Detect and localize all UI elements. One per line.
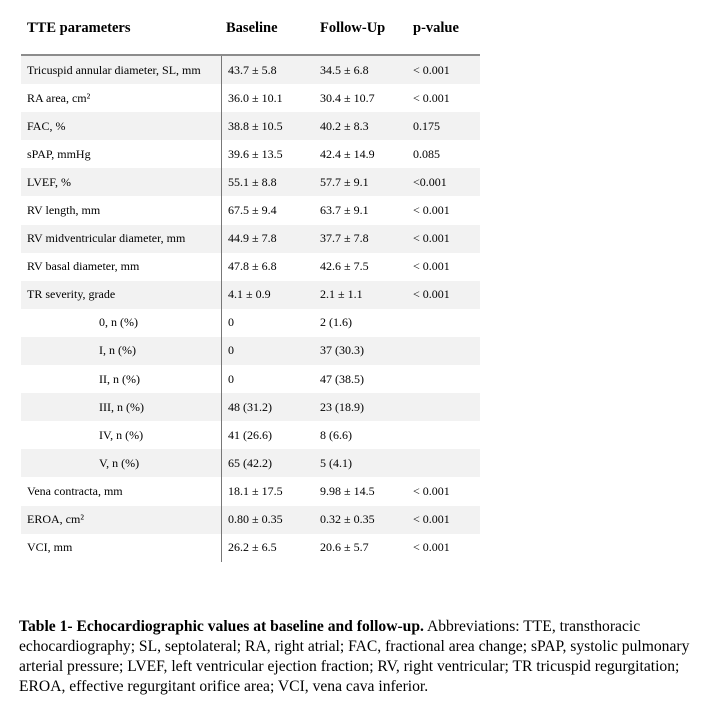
cell-p-value — [407, 309, 480, 337]
cell-p-value — [407, 421, 480, 449]
cell-parameter: I, n (%) — [21, 337, 221, 365]
header-follow-up: Follow-Up — [320, 20, 386, 36]
table-row — [21, 449, 480, 477]
cell-baseline: 44.9 ± 7.8 — [221, 225, 314, 253]
cell-p-value — [407, 449, 480, 477]
cell-parameter: Tricuspid annular diameter, SL, mm — [21, 56, 221, 84]
table-row — [21, 421, 480, 449]
cell-baseline: 38.8 ± 10.5 — [221, 112, 314, 140]
header-p-value: p-value — [413, 20, 459, 36]
cell-follow-up: 30.4 ± 10.7 — [320, 90, 375, 105]
cell-follow-up: 63.7 ± 9.1 — [320, 203, 369, 218]
table-row — [21, 534, 480, 562]
cell-follow-up: 42.4 ± 14.9 — [320, 146, 375, 161]
cell-parameter: sPAP, mmHg — [27, 146, 91, 161]
cell-follow-up: 2.1 ± 1.1 — [314, 281, 407, 309]
cell-parameter: Vena contracta, mm — [27, 483, 123, 498]
cell-follow-up: 37.7 ± 7.8 — [314, 225, 407, 253]
cell-follow-up: 0.32 ± 0.35 — [314, 506, 407, 534]
cell-parameter: TR severity, grade — [21, 281, 221, 309]
cell-parameter: RA area, cm² — [27, 90, 91, 105]
cell-follow-up: 20.6 ± 5.7 — [320, 540, 369, 555]
cell-parameter: II, n (%) — [99, 371, 140, 386]
table-row — [21, 196, 480, 224]
cell-p-value: < 0.001 — [407, 506, 480, 534]
cell-baseline: 39.6 ± 13.5 — [221, 140, 314, 168]
cell-follow-up: 5 (4.1) — [314, 449, 407, 477]
cell-p-value: < 0.001 — [413, 90, 450, 105]
cell-baseline: 0.80 ± 0.35 — [221, 506, 314, 534]
cell-follow-up: 8 (6.6) — [320, 427, 352, 442]
cell-baseline: 47.8 ± 6.8 — [221, 253, 314, 281]
cell-p-value: 0.175 — [407, 112, 480, 140]
cell-parameter: RV midventricular diameter, mm — [21, 225, 221, 253]
cell-p-value: 0.085 — [413, 146, 440, 161]
caption-title: Table 1- Echocardiographic values at baseline and follow-up. — [19, 618, 424, 635]
cell-parameter: LVEF, % — [21, 168, 221, 196]
table-row — [21, 506, 480, 534]
cell-p-value: < 0.001 — [413, 259, 450, 274]
cell-parameter: RV length, mm — [27, 203, 101, 218]
table-row — [21, 140, 480, 168]
cell-baseline: 67.5 ± 9.4 — [221, 196, 314, 224]
table-row — [21, 309, 480, 337]
table-row — [21, 253, 480, 281]
cell-follow-up: 40.2 ± 8.3 — [314, 112, 407, 140]
cell-p-value — [407, 365, 480, 393]
table-row — [21, 56, 480, 84]
table-row — [21, 168, 480, 196]
cell-baseline: 4.1 ± 0.9 — [221, 281, 314, 309]
cell-baseline: 0 — [221, 365, 314, 393]
cell-parameter: VCI, mm — [27, 540, 73, 555]
header-tte-parameters: TTE parameters — [27, 20, 131, 36]
cell-baseline: 0 — [221, 337, 314, 365]
cell-parameter: RV basal diameter, mm — [27, 259, 140, 274]
cell-follow-up: 47 (38.5) — [320, 371, 364, 386]
cell-follow-up: 23 (18.9) — [314, 393, 407, 421]
cell-parameter: III, n (%) — [21, 393, 221, 421]
cell-parameter: 0, n (%) — [99, 315, 138, 330]
cell-parameter: FAC, % — [21, 112, 221, 140]
table-row — [21, 337, 480, 365]
caption-text: Abbreviations: TTE, transthoracic echocardiography; SL, septolateral; RA, right atrial; FAC, fractional area change; sPAP, systolic pulmonary arterial pressure; LVEF, left ventricular ejection fraction; RV, right ventricular; TR tricuspid regurgitation; EROA, effective regurgitant orifice area; VCI, vena cava inferior. — [19, 618, 690, 695]
cell-baseline: 48 (31.2) — [221, 393, 314, 421]
cell-follow-up: 57.7 ± 9.1 — [314, 168, 407, 196]
cell-parameter: V, n (%) — [21, 449, 221, 477]
cell-baseline: 55.1 ± 8.8 — [221, 168, 314, 196]
cell-baseline: 43.7 ± 5.8 — [221, 56, 314, 84]
table-row — [21, 225, 480, 253]
data-table — [21, 14, 480, 562]
cell-baseline: 26.2 ± 6.5 — [221, 534, 314, 562]
cell-follow-up: 42.6 ± 7.5 — [320, 259, 369, 274]
cell-baseline: 18.1 ± 17.5 — [221, 477, 314, 505]
cell-baseline: 36.0 ± 10.1 — [221, 84, 314, 112]
cell-follow-up: 2 (1.6) — [320, 315, 352, 330]
cell-p-value: < 0.001 — [407, 225, 480, 253]
cell-p-value: <0.001 — [407, 168, 480, 196]
cell-p-value — [407, 393, 480, 421]
cell-p-value — [407, 337, 480, 365]
cell-baseline: 0 — [221, 309, 314, 337]
table-caption — [19, 617, 699, 697]
table-body — [21, 56, 480, 562]
table-row — [21, 365, 480, 393]
cell-p-value: < 0.001 — [407, 56, 480, 84]
cell-follow-up: 34.5 ± 6.8 — [314, 56, 407, 84]
cell-baseline: 41 (26.6) — [221, 421, 314, 449]
cell-baseline: 65 (42.2) — [221, 449, 314, 477]
table-header — [21, 14, 480, 56]
cell-p-value: < 0.001 — [413, 483, 450, 498]
cell-p-value: < 0.001 — [413, 540, 450, 555]
table-row — [21, 477, 480, 505]
table-row — [21, 393, 480, 421]
cell-p-value: < 0.001 — [407, 281, 480, 309]
cell-parameter: IV, n (%) — [99, 427, 144, 442]
cell-follow-up: 9.98 ± 14.5 — [320, 483, 375, 498]
header-baseline: Baseline — [226, 20, 278, 36]
cell-follow-up: 37 (30.3) — [314, 337, 407, 365]
cell-p-value: < 0.001 — [413, 203, 450, 218]
cell-parameter: EROA, cm² — [21, 506, 221, 534]
table-row — [21, 112, 480, 140]
table-row — [21, 84, 480, 112]
table-row — [21, 281, 480, 309]
